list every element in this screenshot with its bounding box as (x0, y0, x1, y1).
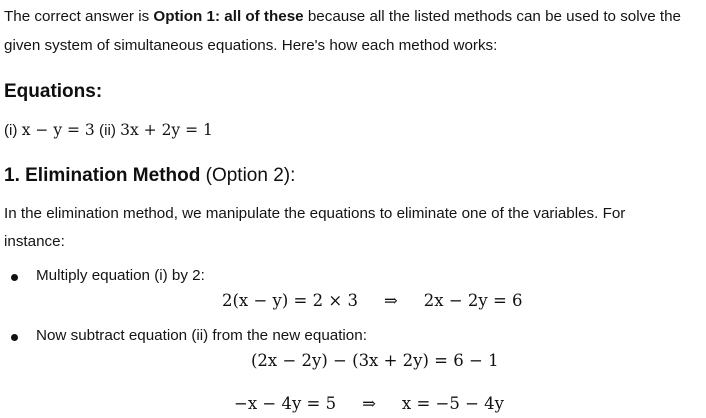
section-heading-option: (Option 2): (200, 165, 296, 186)
intro-line-1 (4, 3, 681, 31)
elimination-method-heading (4, 165, 295, 187)
bullet-dot-icon (11, 274, 18, 281)
implies-arrow: ⇒ (383, 291, 398, 310)
elimination-desc-line-2: instance: (4, 233, 65, 250)
equation-ii: 3x + 2y = 1 (120, 121, 213, 139)
bullet-text: Now subtract equation (ii) from the new equation: (36, 327, 367, 344)
equations-heading: Equations: (4, 81, 103, 102)
intro-prefix: The correct answer is (4, 8, 154, 25)
equation-label-ii: (ii) (99, 122, 116, 139)
intro-suffix: because all the listed methods can be used to solve the (303, 8, 682, 25)
math-step-1 (222, 291, 523, 310)
math-step-1-left: 2(x − y) = 2 × 3 (222, 291, 358, 310)
equations-line (4, 116, 213, 145)
bullet-dot-icon (11, 334, 18, 341)
intro-line-2: given system of simultaneous equations. Here's how each method works: (4, 37, 498, 54)
equation-i: x − y = 3 (21, 121, 95, 139)
elimination-desc-line-1: In the elimination method, we manipulate the equations to eliminate one of the variables. For (4, 205, 626, 222)
implies-arrow: ⇒ (362, 394, 376, 413)
math-step-3-right: x = −5 − 4y (401, 394, 504, 413)
answer-document (4, 0, 704, 418)
section-heading-bold: 1. Elimination Method (4, 165, 201, 186)
bullet-text: Multiply equation (i) by 2: (36, 267, 205, 284)
math-step-1-right: 2x − 2y = 6 (423, 291, 523, 310)
equation-label-i: (i) (4, 122, 18, 139)
correct-answer-highlight: Option 1: all of these (153, 8, 304, 25)
math-step-3 (234, 394, 504, 413)
math-step-3-left: −x − 4y = 5 (234, 394, 337, 413)
math-step-2: (2x − 2y) − (3x + 2y) = 6 − 1 (251, 351, 499, 370)
